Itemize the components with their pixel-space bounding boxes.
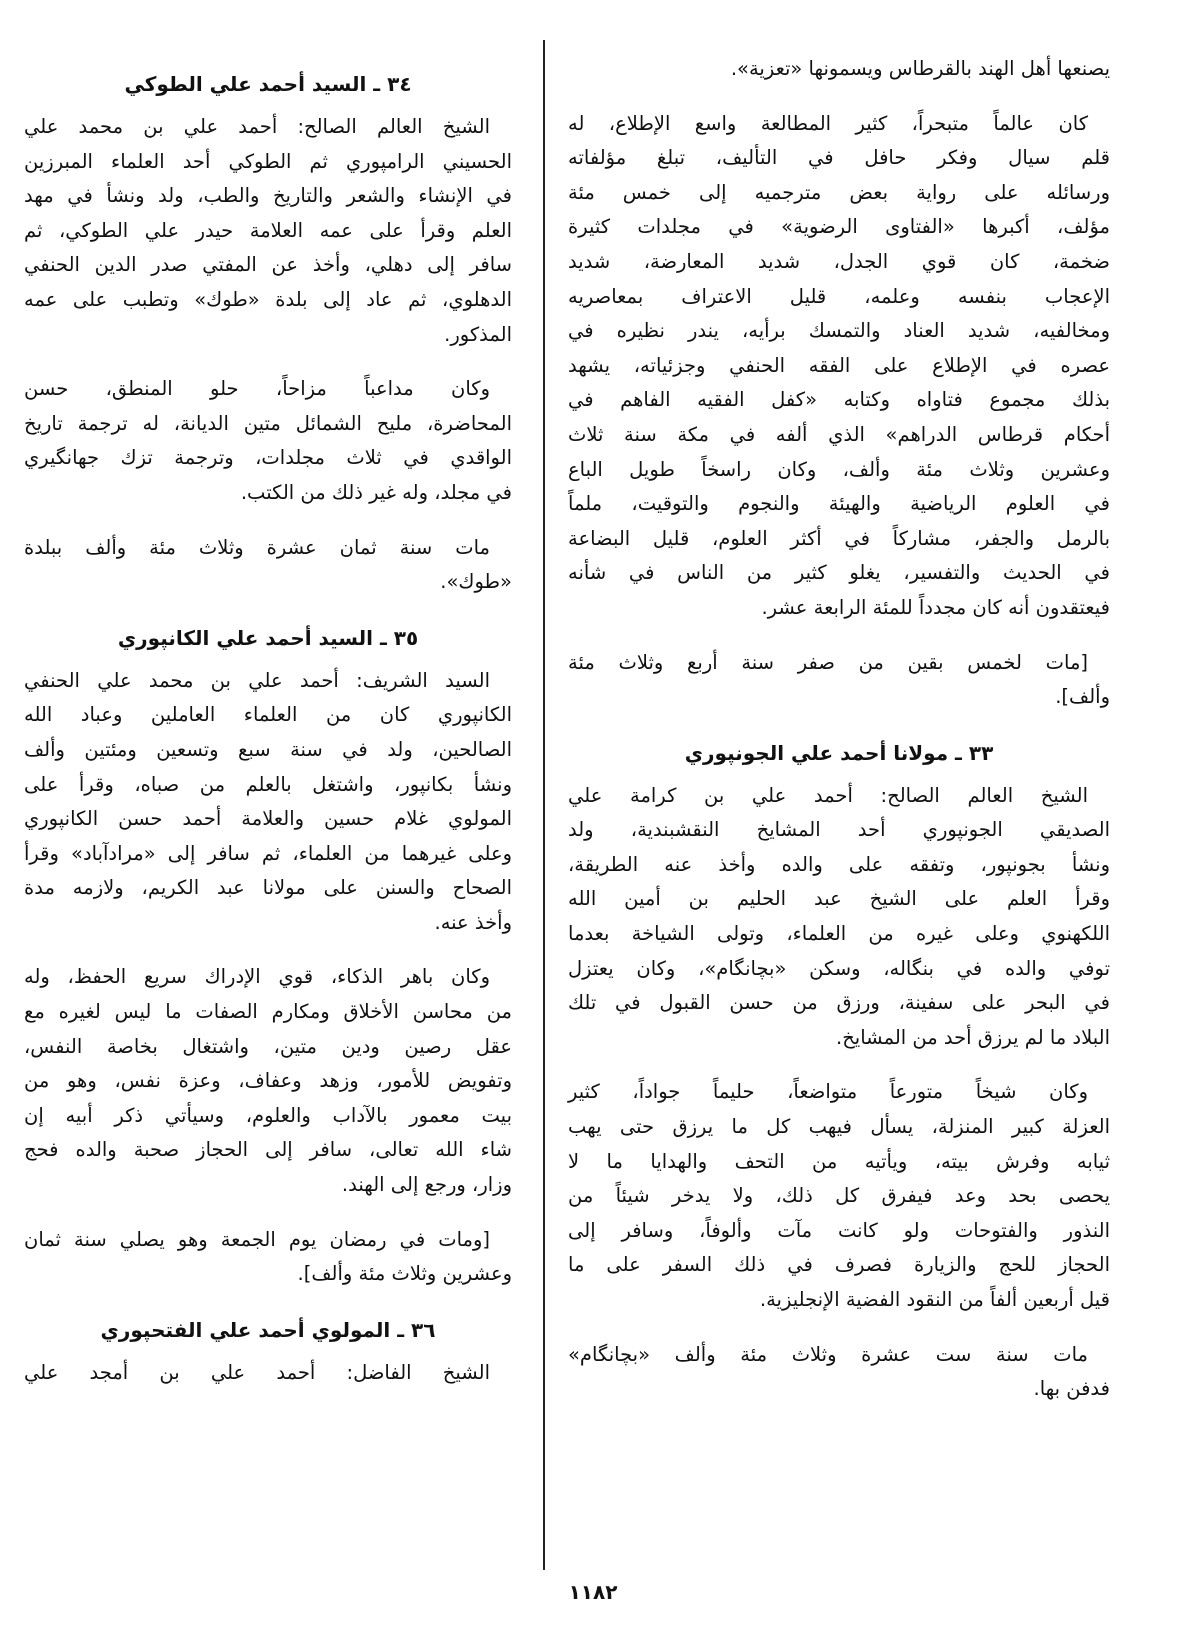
text-line: مات سنة ست عشرة وثلاث مئة وألف «بچانگام»: [568, 1342, 1088, 1366]
text-line: فدفن بها.: [1033, 1377, 1110, 1401]
text-line: «طوك».: [440, 570, 512, 594]
column-divider: [543, 40, 545, 1570]
paragraph: [568, 1075, 1110, 1317]
text-line: يصنعها أهل الهند بالقرطاس ويسمونها «تعزية».: [730, 57, 1110, 80]
text-line: كان عالماً متبحراً، كثير المطالعة واسع الإطلاع، له: [568, 111, 1088, 135]
text-line: في العلوم الرياضية والهيئة والنجوم والتوقيت، ملماً: [568, 492, 1110, 516]
paragraph: [568, 107, 1110, 626]
text-line: يحصى بحد وعد فيفرق كل ذلك، ولا يدخر شيئاً من: [568, 1184, 1110, 1208]
text-line: [ومات في رمضان يوم الجمعة وهو يصلي سنة ثمان: [24, 1227, 490, 1251]
text-line: الصديقي الجونپوري أحد المشايخ النقشبندية، ولد: [568, 818, 1110, 842]
text-line: بذلك مجموع فتاواه وكتابه «كفل الفقيه الفاهم في: [568, 388, 1110, 412]
paragraph: [568, 779, 1110, 1056]
paragraph: [24, 531, 512, 600]
text-line: الحسيني الرامپوري ثم الطوكي أحد العلماء المبرزين: [24, 149, 512, 173]
text-line: وكان مداعباً مزاحاً، حلو المنطق، حسن: [24, 377, 490, 401]
text-line: المحاضرة، مليح الشمائل متين الديانة، له ترجمة تاريخ: [24, 411, 512, 435]
text-line: النذور والفتوحات ولو كانت مآت وألوفاً، وسافر إلى: [568, 1218, 1110, 1242]
text-line: الصالحين، ولد في سنة سبع وتسعين ومئتين وألف: [24, 737, 512, 761]
right-column: [568, 52, 1110, 1427]
text-line: قيل أربعين ألفاً من النقود الفضية الإنجليزية.: [759, 1288, 1110, 1311]
text-line: قلم سيال وفكر حافل في التأليف، تبلغ مؤلفاته: [568, 146, 1110, 170]
paragraph: [24, 1356, 512, 1391]
text-line: الكانپوري كان من العلماء العاملين وعباد الله: [24, 703, 512, 727]
text-line: وأخذ عنه.: [434, 910, 512, 934]
paragraph: [568, 52, 1110, 87]
text-line: ثيابه وفرش بيته، ويأتيه من التحف والهدايا ما لا: [568, 1149, 1110, 1173]
text-line: الواقدي في ثلاث مجلدات، وترجمة تزك جهانگيري: [24, 446, 512, 470]
text-line: وتفويض للأمور، وزهد وعفاف، وعزة نفس، وهو من: [24, 1069, 512, 1093]
text-line: اللكهنوي وعلى غيره من العلماء، وتولى الشياخة بعدما: [568, 922, 1110, 946]
text-line: شاء الله تعالى، سافر إلى الحجاز صحبة والده فحج: [24, 1138, 512, 1162]
text-line: بيت معمور بالآداب والعلوم، وسيأتي ذكر أبيه إن: [24, 1103, 512, 1127]
entry-heading: ٣٤ ـ السيد أحمد علي الطوكي: [124, 72, 412, 96]
text-line: الشيخ الفاضل: أحمد علي بن أمجد علي: [24, 1360, 490, 1384]
text-line: المذكور.: [444, 322, 512, 346]
text-line: عقل رصين ودين متين، واشتغال بخاصة النفس،: [24, 1034, 512, 1058]
left-column: [24, 52, 512, 1410]
text-line: في الإنشاء والشعر والتاريخ والطب، ولد ونشأ في مهد: [24, 184, 512, 208]
text-line: مؤلف، أكبرها «الفتاوى الرضوية» في مجلدات كثيرة: [568, 215, 1110, 239]
entry-heading: ٣٣ ـ مولانا أحمد علي الجونپوري: [684, 740, 994, 765]
text-line: وعشرين وثلاث مئة وألف].: [297, 1262, 512, 1286]
text-line: [مات لخمس بقين من صفر سنة أربع وثلاث مئة: [568, 650, 1088, 674]
text-line: بالرمل والجفر، مشاركاً في أكثر العلوم، قليل البضاعة: [568, 526, 1110, 550]
paragraph: [568, 1338, 1110, 1407]
text-line: ورسائله على رواية بعض مترجميه إلى خمس مئة: [568, 180, 1110, 204]
paragraph: [24, 110, 512, 352]
text-line: عصره في الإطلاع على الفقه الحنفي وجزئياته، يشهد: [568, 353, 1110, 377]
paragraph: [24, 372, 512, 510]
text-line: الدهلوي، ثم عاد إلى بلدة «طوك» وتطبب على عمه: [24, 287, 512, 311]
text-line: وقرأ العلم على الشيخ عبد الحليم بن أمين الله: [568, 887, 1110, 911]
text-line: مات سنة ثمان عشرة وثلاث مئة وألف ببلدة: [24, 535, 490, 559]
text-line: ضخمة، كان قوي الجدل، شديد المعارضة، شديد: [568, 249, 1110, 273]
text-line: الصحاح والسنن على مولانا عبد الكريم، ولازمه مدة: [24, 876, 512, 900]
text-line: أحكام قرطاس الدراهم» الذي ألفه في مكة سنة ثلاث: [568, 422, 1110, 446]
text-line: الشيخ العالم الصالح: أحمد علي بن محمد علي: [24, 115, 490, 138]
text-line: الشيخ العالم الصالح: أحمد علي بن كرامة علي: [568, 783, 1088, 807]
text-line: العلم وقرأ على عمه العلامة حيدر علي الطوكي، ثم: [24, 218, 512, 242]
text-line: وكان شيخاً متورعاً متواضعاً، حليماً جواداً، كثير: [568, 1080, 1088, 1104]
paragraph: [568, 646, 1110, 715]
text-line: وعشرين وثلاث مئة وألف، وكان راسخاً طويل الباع: [568, 457, 1110, 481]
text-line: في الحديث والتفسير، يغلو كثير من الناس في شأنه: [568, 561, 1110, 585]
paragraph: [24, 664, 512, 941]
paragraph: [24, 1223, 512, 1292]
text-line: الحجاز للحج والزيارة فصرف في ذلك السفر على ما: [568, 1253, 1110, 1277]
text-line: العزلة كبير المنزلة، يسأل فيهب كل ما يرزق حتى يهب: [568, 1115, 1110, 1139]
entry-heading: ٣٦ ـ المولوي أحمد علي الفتحپوري: [100, 1317, 436, 1342]
text-line: من محاسن الأخلاق ومكارم الصفات ما ليس لغيره مع: [24, 1000, 512, 1024]
text-line: وزار، ورجع إلى الهند.: [341, 1173, 512, 1197]
page-number: ١١٨٢: [568, 1580, 618, 1604]
text-line: السيد الشريف: أحمد علي بن محمد علي الحنفي: [24, 668, 490, 692]
text-line: المولوي غلام حسين والعلامة أحمد حسن الكانپوري: [24, 807, 512, 831]
text-line: ونشأ بكانپور، واشتغل بالعلم من صباه، وقرأ على: [24, 772, 512, 796]
text-line: ونشأ بجونپور، وتفقه على والده وأخذ عنه الطريقة،: [568, 852, 1110, 876]
text-line: وكان باهر الذكاء، قوي الإدراك سريع الحفظ، وله: [24, 965, 490, 989]
text-line: في البحر على سفينة، ورزق من حسن القبول في تلك: [568, 991, 1110, 1015]
text-line: توفي والده في بنگاله، وسكن «بچانگام»، وكان يعتزل: [568, 956, 1110, 980]
text-line: البلاد ما لم يرزق أحد من المشايخ.: [836, 1025, 1110, 1049]
paragraph: [24, 960, 512, 1202]
text-line: ومخالفيه، شديد العناد والتمسك برأيه، يندر نظيره في: [568, 319, 1110, 343]
text-line: وعلى غيرهما من العلماء، ثم سافر إلى «مرادآباد» وقرأ: [24, 841, 512, 865]
text-line: في مجلد، وله غير ذلك من الكتب.: [240, 480, 512, 504]
entry-heading: ٣٥ ـ السيد أحمد علي الكانپوري: [117, 625, 419, 650]
text-line: وألف].: [1055, 685, 1110, 709]
text-line: الإعجاب بنفسه وعلمه، قليل الاعتراف بمعاصريه: [568, 284, 1110, 308]
text-line: سافر إلى دهلي، وأخذ عن المفتي صدر الدين الحنفي: [24, 253, 512, 277]
text-line: فيعتقدون أنه كان مجدداً للمئة الرابعة عشر.: [761, 595, 1110, 619]
